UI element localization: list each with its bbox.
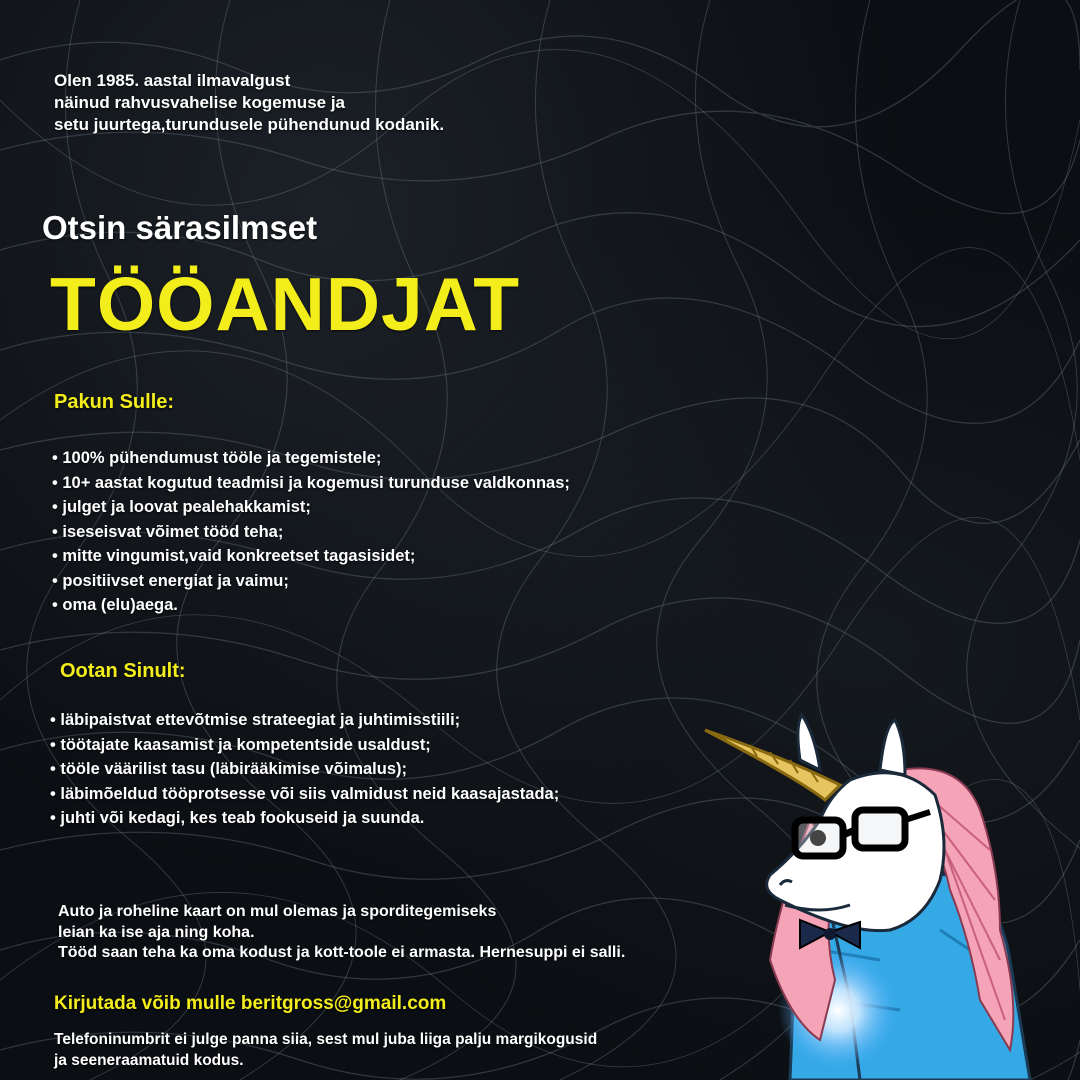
subtitle: Otsin särasilmset (42, 209, 318, 246)
extra-line: Tööd saan teha ka oma kodust ja kott-toole ei armasta. Hernesuppi ei salli. (58, 944, 626, 961)
list-item: • läbimõeldud tööprotsesse või siis valmidust neid kaasajastada; (50, 784, 560, 803)
list-item: • 10+ aastat kogutud teadmisi ja kogemusi turunduse valdkonnas; (52, 473, 570, 492)
offer-list (52, 446, 570, 618)
intro-line: näinud rahvusvahelise kogemuse ja (54, 93, 346, 112)
list-item: • julget ja loovat pealehakkamist; (52, 498, 311, 516)
intro-line: setu juurtega,turundusele pühendunud kodanik. (54, 115, 445, 134)
contact-email: Kirjutada võib mulle beritgross@gmail.com (54, 993, 447, 1014)
list-item: • positiivset energiat ja vaimu; (52, 571, 289, 590)
list-item: • oma (elu)aega. (52, 596, 178, 614)
list-item: • tööle väärilist tasu (läbirääkimise võimalus); (50, 760, 407, 778)
unicorn-with-glasses-icon (700, 700, 1080, 1080)
list-item: • iseseisvat võimet tööd teha; (52, 522, 284, 541)
list-item: • läbipaistvat ettevõtmise strateegiat ja juhtimisstiili; (50, 711, 461, 729)
list-item: • 100% pühendumust tööle ja tegemistele; (52, 449, 382, 467)
list-item: • juhti või kedagi, kes teab fookuseid ja suunda. (50, 809, 425, 827)
offer-section-title: Pakun Sulle: (54, 391, 175, 413)
list-item: • mitte vingumist,vaid konkreetset tagasisidet; (52, 547, 416, 565)
list-item: • töötajate kaasamist ja kompetentside usaldust; (50, 735, 431, 754)
extra-notes (58, 902, 625, 964)
expect-list (50, 708, 559, 831)
intro-line: Olen 1985. aastal ilmavalgust (54, 71, 291, 90)
headline: TÖÖANDJAT (50, 262, 521, 346)
phone-note (54, 1030, 597, 1071)
intro-text (54, 70, 444, 136)
extra-line: Auto ja roheline kaart on mul olemas ja sporditegemiseks (58, 903, 497, 920)
expect-section-title: Ootan Sinult: (60, 660, 186, 682)
extra-line: leian ka ise aja ning koha. (58, 923, 255, 941)
phone-note-line: ja seeneraamatuid kodus. (54, 1051, 244, 1069)
phone-note-line: Telefoninumbrit ei julge panna siia, sest mul juba liiga palju margikogusid (54, 1031, 598, 1048)
